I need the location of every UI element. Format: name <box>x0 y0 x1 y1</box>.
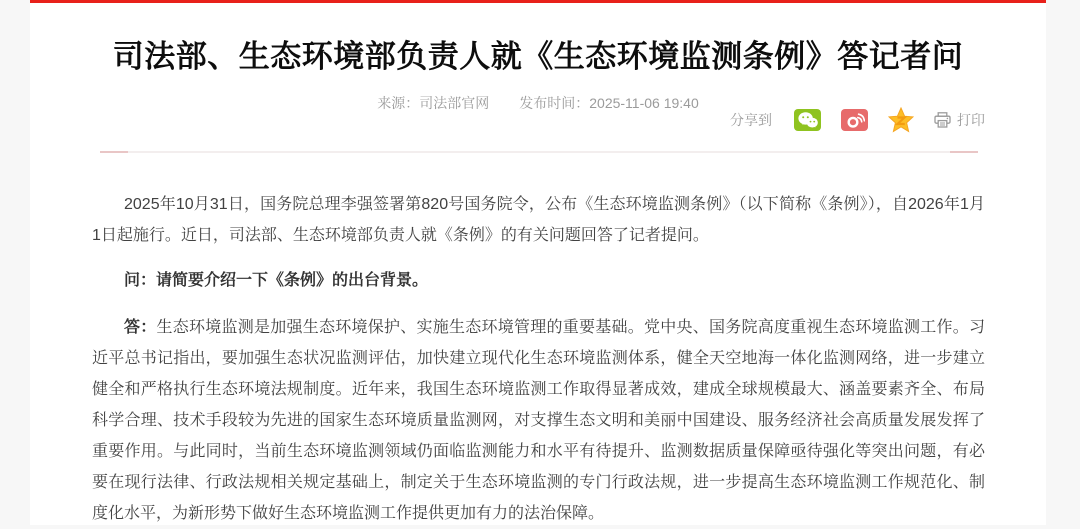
weibo-share-button[interactable] <box>841 109 868 131</box>
share-bar <box>730 107 985 133</box>
print-label: 打印 <box>957 112 985 128</box>
weibo-icon <box>845 112 865 128</box>
page-title: 司法部、生态环境部负责人就《生态环境监测条例》答记者问 <box>112 39 964 74</box>
publish-time: 发布时间：2025-11-06 19:40 <box>519 95 699 111</box>
wechat-icon <box>798 112 818 128</box>
header-divider <box>100 151 978 153</box>
paragraph-answer: 答：生态环境监测是加强生态环境保护、实施生态环境管理的重要基础。党中央、国务院高度重视生态环境监测工作。习近平总书记指出，要加强生态状况监测评估，加快建立现代化生态环境监测体系，健全天空地海一体化监测网络，进一步建立健全和严格执行生态环境法规制度。近年来，我国生态环境监测工作取得显著成效，建成全球规模最大、涵盖要素齐全、布局科学合理、技术手段较为先进的国家生态环境质量监测网，对支撑生态文明和美丽中国建设、服务经济社会高质量发展发挥了重要作用。与此同时，当前生态环境监测领域仍面临监测能力和水平有待提升、监测数据质量保障亟待强化等突出问题，有必要在现行法律、行政法规相关规定基础上，制定关于生态环境监测的专门行政法规，进一步提高生态环境监测工作规范化、制度化水平，为新形势下做好生态环境监测工作提供更加有力的法治保障。 <box>92 319 985 522</box>
article-source: 来源：司法部官网 <box>377 95 490 111</box>
paragraph-intro: 2025年10月31日，国务院总理李强签署第820号国务院令，公布《生态环境监测条例》（以下简称《条例》），自2026年1月1日起施行。近日，司法部、生态环境部负责人就《条例》的有关问题回答了记者提问。 <box>92 196 985 244</box>
article-header <box>30 3 1046 151</box>
article-body <box>30 189 1046 529</box>
qzone-star-icon <box>888 107 914 133</box>
printer-icon <box>934 112 951 128</box>
paragraph-question: 问：请简要介绍一下《条例》的出台背景。 <box>124 272 429 289</box>
article-card <box>30 0 1046 525</box>
share-label: 分享到 <box>730 112 772 128</box>
wechat-share-button[interactable] <box>794 109 821 131</box>
print-button[interactable] <box>934 110 985 130</box>
qzone-share-button[interactable] <box>888 107 914 133</box>
